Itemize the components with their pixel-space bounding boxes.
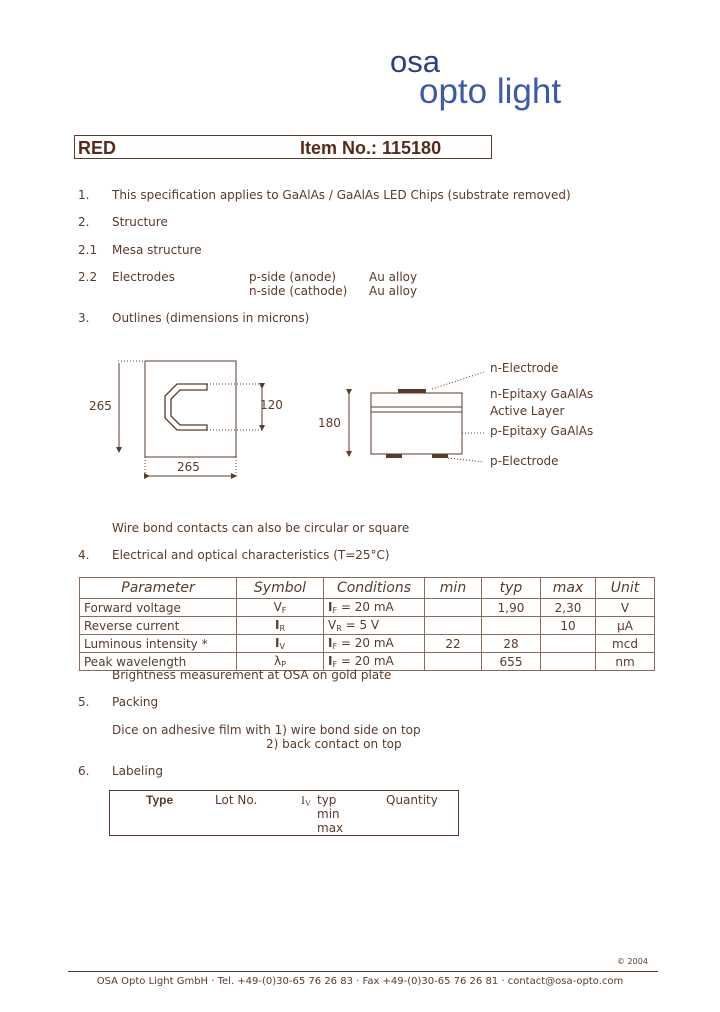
dim-left-height: 265 — [89, 399, 112, 413]
dim-bottom-width: 265 — [177, 460, 200, 474]
section-6-number: 6. — [78, 764, 90, 778]
header-parameter: Parameter — [80, 578, 237, 599]
section-3-number: 3. — [78, 311, 90, 325]
section-1-number: 1. — [78, 188, 90, 202]
label-p-electrode: p-Electrode — [490, 454, 559, 468]
wire-bond-note: Wire bond contacts can also be circular or square — [112, 521, 410, 535]
chip-outline-diagram — [0, 340, 720, 500]
chip-top-view — [145, 361, 236, 457]
label-quantity: Quantity — [386, 793, 438, 807]
label-iv: $I_V$ — [301, 793, 311, 808]
packing-line-2: 2) back contact on top — [266, 737, 402, 751]
logo-opto-light: opto light — [419, 72, 562, 111]
header-typ: typ — [482, 578, 541, 599]
header-min: min — [425, 578, 482, 599]
copyright: © 2004 — [617, 957, 648, 966]
label-typ: typ — [317, 793, 337, 807]
label-type: Type — [146, 793, 174, 807]
n-side-material: Au alloy — [369, 284, 418, 298]
dim-side-height: 180 — [318, 416, 341, 430]
p-electrode-pad-right — [432, 454, 448, 458]
section-5-number: 5. — [78, 695, 90, 709]
logo-osa: osa — [390, 44, 440, 79]
header-max: max — [541, 578, 596, 599]
table-row: Luminous intensity * $I_V$ $I_F = 20$ mA 22 28 mcd — [80, 635, 655, 653]
label-max: max — [317, 821, 344, 835]
label-active-layer: Active Layer — [490, 404, 565, 418]
label-min: min — [317, 807, 340, 821]
section-3-text: Outlines (dimensions in microns) — [112, 311, 310, 325]
table-row: Peak wavelength $\lambda_P$ $I_F = 20$ mA 655 nm — [80, 653, 655, 671]
header-conditions: Conditions — [324, 578, 425, 599]
section-1-text: This specification applies to GaAlAs / GaAlAs LED Chips (substrate removed) — [112, 188, 571, 202]
label-n-epitaxy: n-Epitaxy GaAlAs — [490, 387, 594, 401]
table-footnote: Brightness measurement at OSA on gold plate — [112, 668, 392, 682]
p-side-material: Au alloy — [369, 270, 418, 284]
characteristics-table — [79, 577, 655, 671]
mesa-shape — [165, 384, 207, 430]
label-n-electrode: n-Electrode — [490, 361, 559, 375]
section-2-text: Structure — [112, 215, 168, 229]
label-p-epitaxy: p-Epitaxy GaAlAs — [490, 424, 594, 438]
header-symbol: Symbol — [237, 578, 324, 599]
n-epitaxy-layer — [371, 393, 462, 412]
section-2-2-text: Electrodes — [112, 270, 175, 284]
section-6-text: Labeling — [112, 764, 163, 778]
section-2-1-number: 2.1 — [78, 243, 98, 257]
section-2-number: 2. — [78, 215, 90, 229]
table-row: Reverse current $I_R$ $V_R = 5$ V 10 μA — [80, 617, 655, 635]
footer-divider — [68, 971, 658, 972]
section-5-text: Packing — [112, 695, 159, 709]
title-color: RED — [78, 138, 117, 158]
table-header-row — [80, 578, 655, 599]
section-4-number: 4. — [78, 548, 90, 562]
section-4-text: Electrical and optical characteristics (T=25°C) — [112, 548, 390, 562]
p-side-label: p-side (anode) — [249, 270, 337, 284]
title-item-number: Item No.: 115180 — [300, 138, 442, 158]
header-unit: Unit — [596, 578, 655, 599]
table-row: Forward voltage $V_F$ $I_F = 20$ mA 1,90 2,30 V — [80, 599, 655, 617]
n-side-label: n-side (cathode) — [249, 284, 348, 298]
footer-contact: OSA Opto Light GmbH · Tel. +49-(0)30-65 76 26 83 · Fax +49-(0)30-65 76 26 81 · contact@osa-opto.com — [96, 976, 624, 987]
section-2-2-number: 2.2 — [78, 270, 98, 284]
dim-mesa: 120 — [260, 398, 283, 412]
n-electrode-pad — [398, 389, 426, 393]
substrate-layer — [371, 412, 462, 454]
section-2-1-text: Mesa structure — [112, 243, 202, 257]
packing-line-1: Dice on adhesive film with 1) wire bond side on top — [112, 723, 421, 737]
label-lot-no: Lot No. — [215, 793, 258, 807]
p-electrode-pad-left — [386, 454, 402, 458]
